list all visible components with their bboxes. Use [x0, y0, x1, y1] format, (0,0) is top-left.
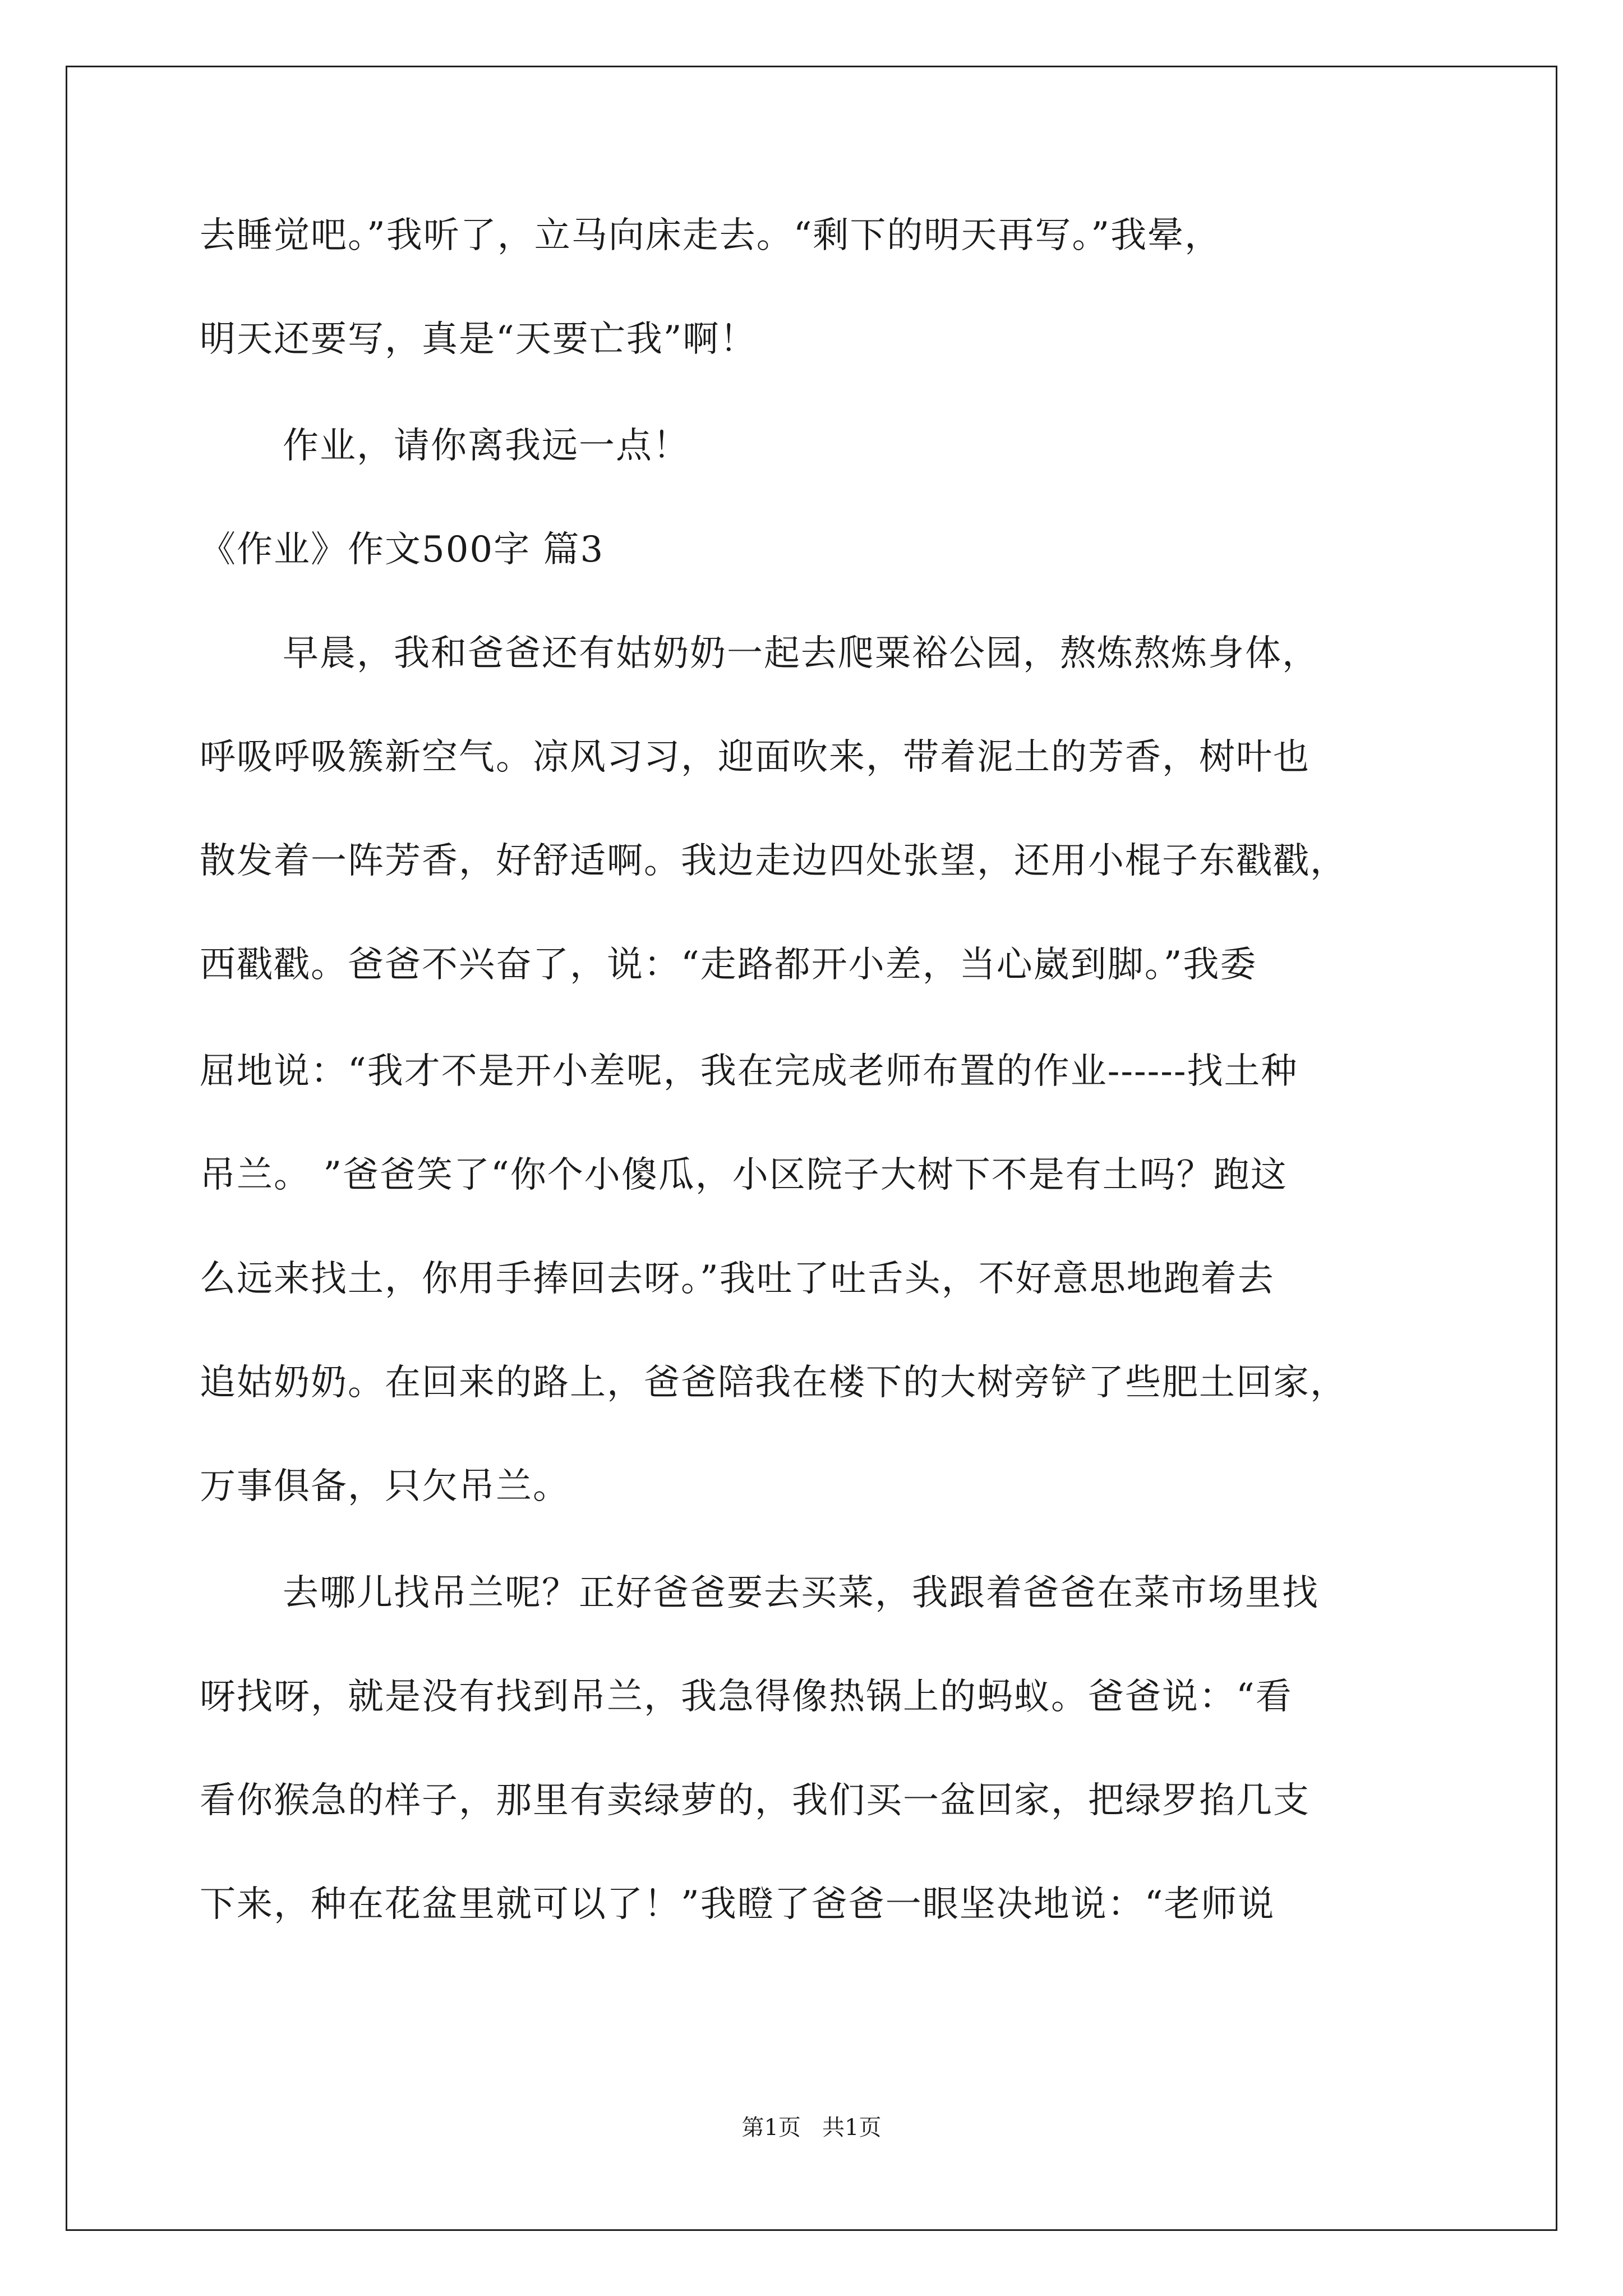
text-line: 去睡觉吧。”我听了，立马向床走去。“剩下的明天再写。”我晕，: [200, 215, 1222, 256]
text-line: 作业，请你离我远一点！: [283, 425, 690, 467]
text-line: 万事俱备，只欠吊兰。: [200, 1466, 570, 1507]
text-line: 么远来找土，你用手捧回去呀。”我吐了吐舌头，不好意思地跑着去: [200, 1258, 1275, 1300]
text-line: 下来，种在花盆里就可以了！”我瞪了爸爸一眼坚决地说：“老师说: [200, 1884, 1275, 1925]
text-line: 屈地说：“我才不是开小差呢，我在完成老师布置的作业------找土种: [200, 1051, 1298, 1092]
text-line: 西戳戳。爸爸不兴奋了，说：“走路都开小差，当心崴到脚。”我委: [200, 944, 1257, 986]
text-line: 呼吸呼吸簇新空气。凉风习习，迎面吹来，带着泥土的芳香，树叶也: [200, 737, 1310, 778]
text-line: 追姑奶奶。在回来的路上，爸爸陪我在楼下的大树旁铲了些肥土回家，: [200, 1362, 1347, 1404]
text-line: 去哪儿找吊兰呢？正好爸爸要去买菜，我跟着爸爸在菜市场里找: [283, 1572, 1319, 1614]
text-line: 吊兰。 ”爸爸笑了“你个小傻瓜，小区院子大树下不是有土吗？跑这: [200, 1154, 1288, 1196]
text-line: 明天还要写，真是“天要亡我”啊！: [200, 319, 757, 360]
text-line: 散发着一阵芳香，好舒适啊。我边走边四处张望，还用小棍子东戳戳，: [200, 840, 1347, 882]
text-line: 看你猴急的样子，那里有卖绿萝的，我们买一盆回家，把绿罗掐几支: [200, 1780, 1310, 1821]
section-heading: 《作业》作文500字 篇3: [200, 529, 605, 570]
text-line: 早晨，我和爸爸还有姑奶奶一起去爬粟裕公园，熬炼熬炼身体，: [283, 633, 1319, 674]
page-footer: 第1页 共1页: [741, 2115, 882, 2141]
text-line: 呀找呀，就是没有找到吊兰，我急得像热锅上的蚂蚁。爸爸说：“看: [200, 1676, 1293, 1718]
